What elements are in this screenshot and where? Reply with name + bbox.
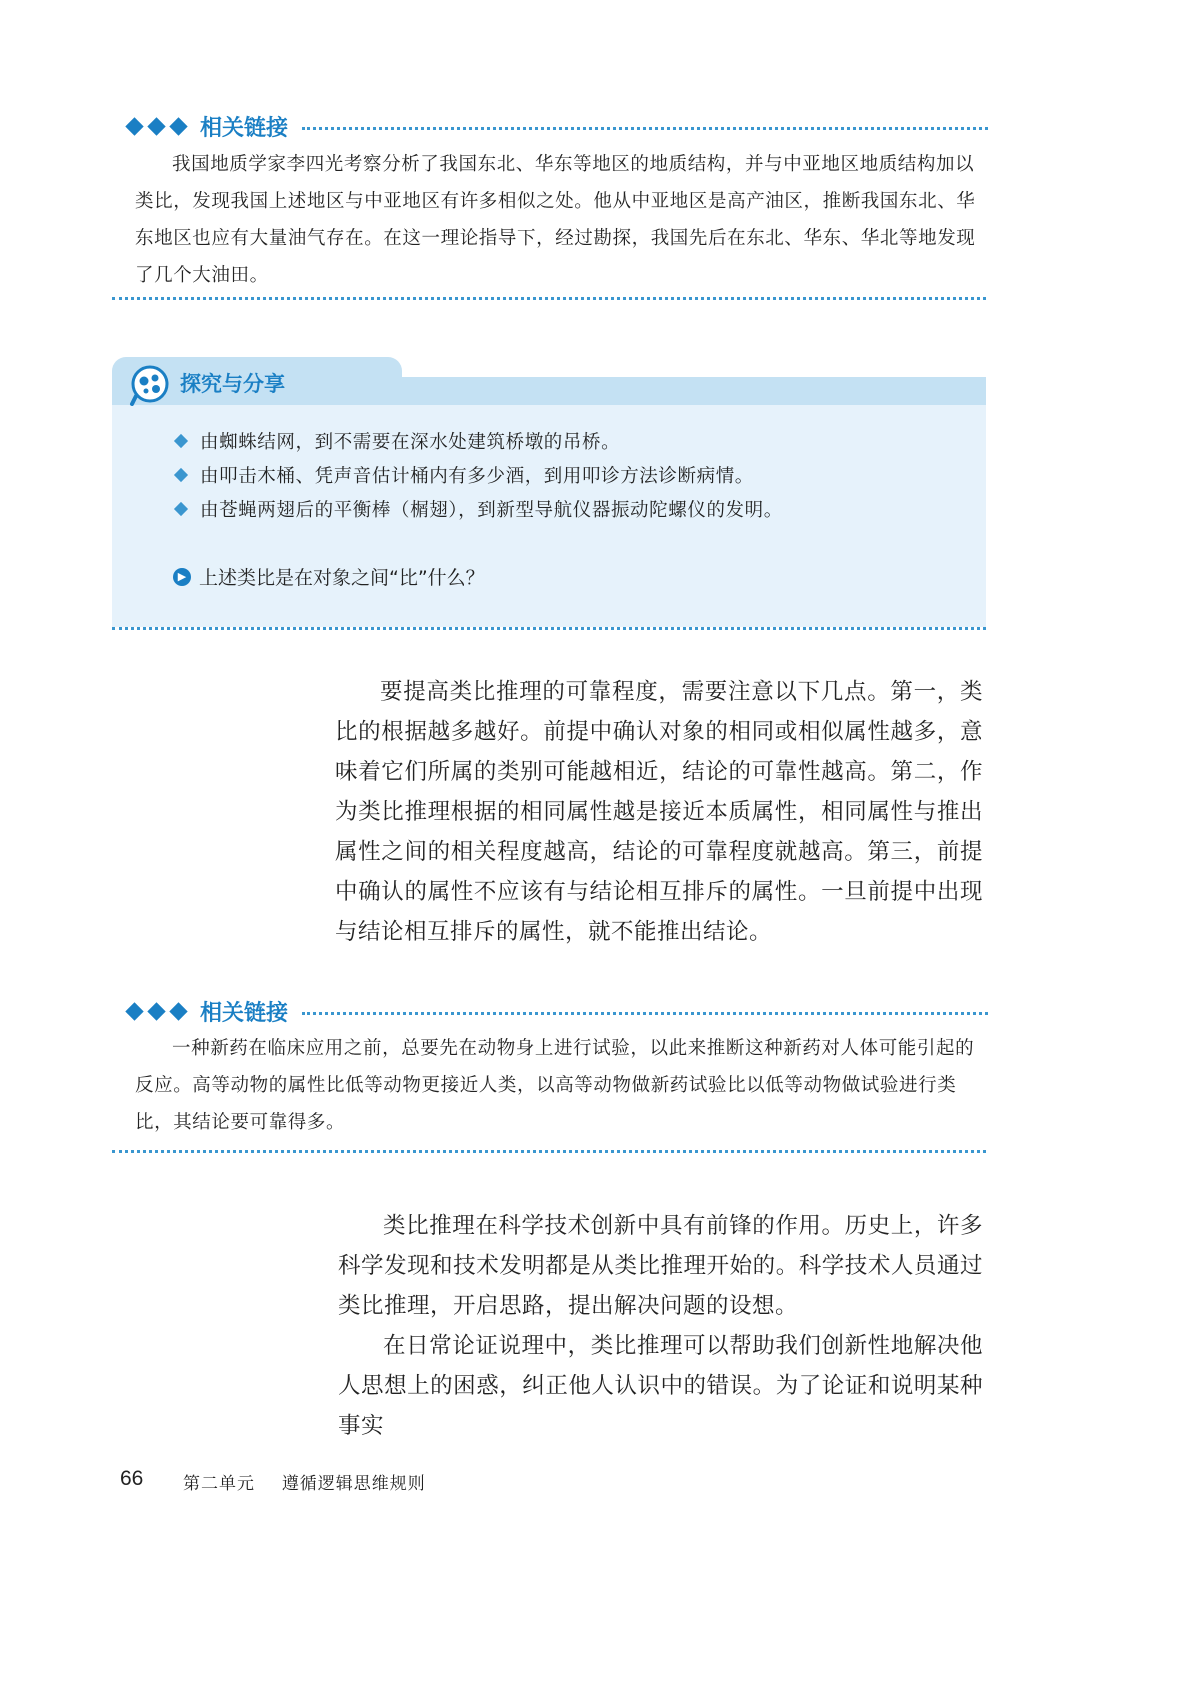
diamond-icon <box>147 117 165 135</box>
footer-chapter-label: 遵循逻辑思维规则 <box>281 1474 426 1494</box>
magnifier-icon <box>128 362 172 406</box>
paragraph: 要提高类比推理的可靠程度，需要注意以下几点。第一，类比的根据越多越好。前提中确认对象的相同或相似属性越多，意味着它们所属的类别可能越相近，结论的可靠性越高。第二，作为类比推理根据的相同属性越是接近本质属性，相同属性与推出属性之间的相关程度越高，结论的可靠程度就越高。第三，前提中确认的属性不应该有与结论相互排斥的属性。一旦前提中出现与结论相互排斥的属性，就不能推出结论。 <box>335 679 983 945</box>
divider <box>302 1012 988 1015</box>
diamond-icon <box>125 1002 143 1020</box>
explore-question <box>173 563 485 590</box>
divider <box>112 297 986 300</box>
related-link-body-1 <box>135 146 985 294</box>
diamond-icon <box>147 1002 165 1020</box>
page-number: 66 <box>120 1467 144 1490</box>
related-link-paragraph: 我国地质学家李四光考察分析了我国东北、华东等地区的地质结构，并与中亚地区地质结构加以类比，发现我国上述地区与中亚地区有许多相似之处。他从中亚地区是高产油区，推断我国东北、华东地区也应有大量油气存在。在这一理论指导下，经过勘探，我国先后在东北、华东、华北等地发现了几个大油田。 <box>135 154 976 286</box>
divider <box>302 127 988 130</box>
body-text-1 <box>335 672 983 952</box>
list-item <box>176 492 976 526</box>
question-text: 上述类比是在对象之间“比”什么？ <box>199 567 485 589</box>
bullet-text: 由叩击木桶、凭声音估计桶内有多少酒，到用叩诊方法诊断病情。 <box>200 466 754 487</box>
explore-bullet-list <box>176 424 976 526</box>
list-item <box>176 424 976 458</box>
related-link-header-2 <box>128 996 988 1027</box>
bullet-diamond-icon <box>174 502 188 516</box>
divider <box>112 627 986 630</box>
footer-unit <box>183 1469 426 1494</box>
footer-unit-label: 第二单元 <box>183 1474 255 1494</box>
diamond-icon <box>169 1002 187 1020</box>
diamond-icon <box>125 117 143 135</box>
body-text-2 <box>338 1206 983 1446</box>
bullet-diamond-icon <box>174 434 188 448</box>
related-link-title: 相关链接 <box>200 116 289 141</box>
explore-title: 探究与分享 <box>180 372 285 396</box>
list-item <box>176 458 976 492</box>
bullet-text: 由苍蝇两翅后的平衡棒（榍翅），到新型导航仪器振动陀螺仪的发明。 <box>200 500 783 521</box>
related-link-body-2 <box>135 1030 985 1141</box>
related-link-header-1 <box>128 111 988 142</box>
related-link-paragraph: 一种新药在临床应用之前，总要先在动物身上进行试验，以此来推断这种新药对人体可能引起的反应。高等动物的属性比低等动物更接近人类，以高等动物做新药试验比以低等动物做试验进行类比，其结论要可靠得多。 <box>135 1038 975 1133</box>
bullet-diamond-icon <box>174 468 188 482</box>
diamond-icon <box>169 117 187 135</box>
bullet-text: 由蜘蛛结网，到不需要在深水处建筑桥墩的吊桥。 <box>200 432 621 453</box>
paragraph: 类比推理在科学技术创新中具有前锋的作用。历史上，许多科学发现和技术发明都是从类比推理开始的。科学技术人员通过类比推理，开启思路，提出解决问题的设想。 <box>338 1213 983 1319</box>
related-link-title: 相关链接 <box>200 1001 289 1026</box>
paragraph: 在日常论证说理中，类比推理可以帮助我们创新性地解决他人思想上的困惑，纠正他人认识中的错误。为了论证和说明某种事实 <box>338 1333 983 1439</box>
divider <box>112 1150 986 1153</box>
arrow-circle-icon: ▶ <box>173 568 191 586</box>
